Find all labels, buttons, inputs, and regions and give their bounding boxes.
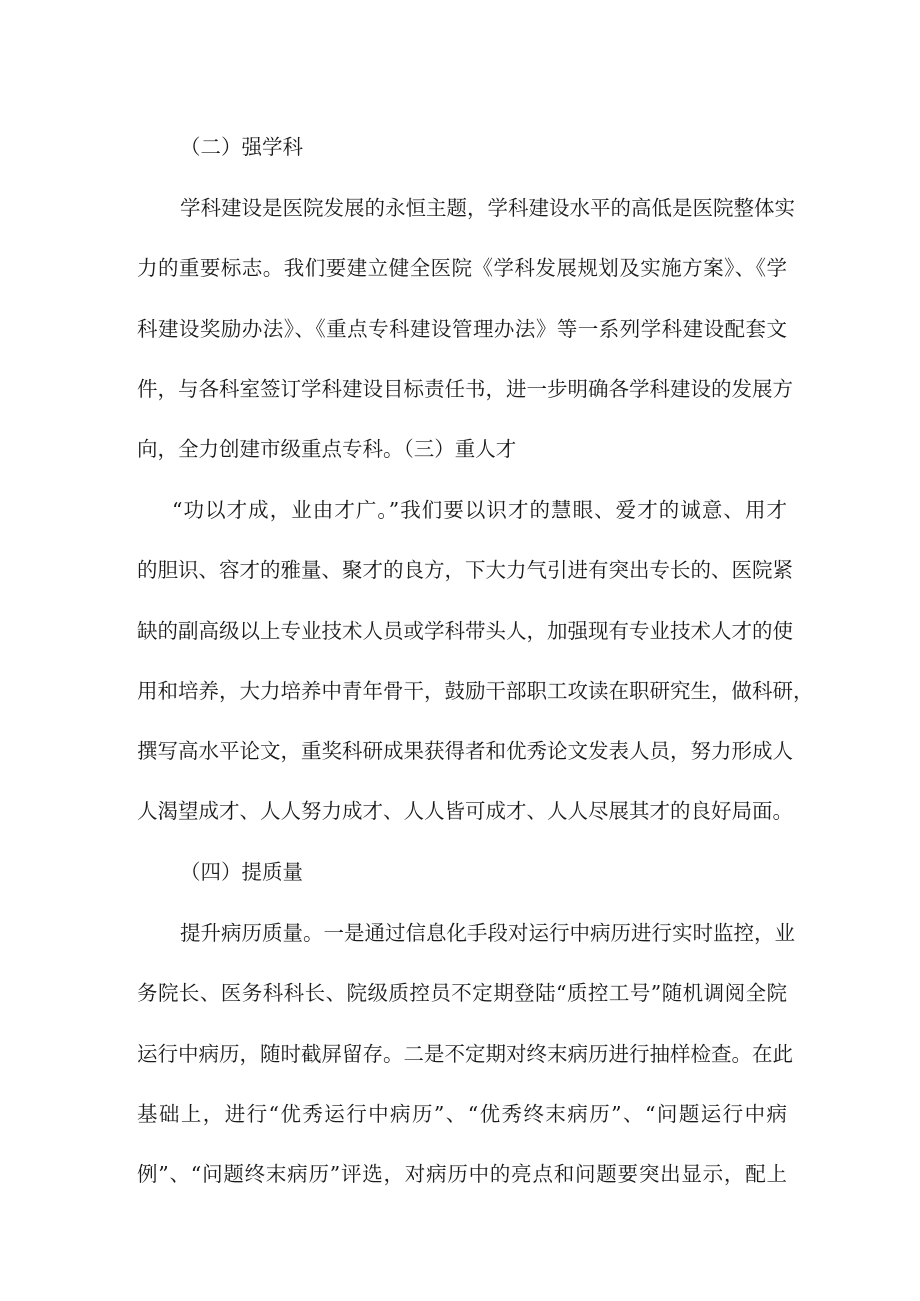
- section-heading-quality: （四）提质量: [180, 860, 303, 884]
- paragraph-discipline-line-1: 学科建设是医院发展的永恒主题，学科建设水平的高低是医院整体实: [180, 196, 795, 220]
- section-heading-discipline: （二）强学科: [180, 135, 303, 159]
- paragraph-discipline-line-4: 件，与各科室签订学科建设目标责任书，进一步明确各学科建设的发展方: [137, 377, 793, 401]
- paragraph-quality-line-5: 例”、“问题终末病历”评选，对病历中的亮点和问题要突出显示，配上: [137, 1162, 787, 1186]
- paragraph-talent-line-2: 的胆识、容才的雅量、聚才的良方，下大力气引进有突出专长的、医院紧: [137, 558, 793, 582]
- paragraph-discipline-line-2: 力的重要标志。我们要建立健全医院《学科发展规划及实施方案》、《学: [137, 256, 787, 280]
- paragraph-talent-line-4: 用和培养，大力培养中青年骨干，鼓励干部职工攻读在职研究生，做科研，: [137, 679, 814, 703]
- paragraph-discipline-line-3: 科建设奖励办法》、《重点专科建设管理办法》等一系列学科建设配套文: [137, 317, 787, 341]
- paragraph-talent-line-5: 撰写高水平论文，重奖科研成果获得者和优秀论文发表人员，努力形成人: [137, 739, 793, 763]
- paragraph-quality-line-4: 基础上，进行“优秀运行中病历”、“优秀终末病历”、“问题运行中病: [137, 1102, 787, 1126]
- paragraph-discipline-line-5: 向，全力创建市级重点专科。（三）重人才: [137, 437, 517, 461]
- paragraph-quality-line-2: 务院长、医务科科长、院级质控员不定期登陆“质控工号”随机调阅全院: [137, 981, 787, 1005]
- paragraph-talent-line-6: 人渴望成才、人人努力成才、人人皆可成才、人人尽展其才的良好局面。: [137, 799, 793, 823]
- paragraph-quality-line-1: 提升病历质量。一是通过信息化手段对运行中病历进行实时监控，业: [180, 921, 795, 945]
- paragraph-quality-line-3: 运行中病历，随时截屏留存。二是不定期对终末病历进行抽样检查。在此: [137, 1042, 793, 1066]
- paragraph-talent-line-3: 缺的副高级以上专业技术人员或学科带头人，加强现有专业技术人才的使: [137, 619, 793, 643]
- paragraph-talent-line-1: “功以才成，业由才广。”我们要以识才的慧眼、爱才的诚意、用才: [172, 498, 787, 522]
